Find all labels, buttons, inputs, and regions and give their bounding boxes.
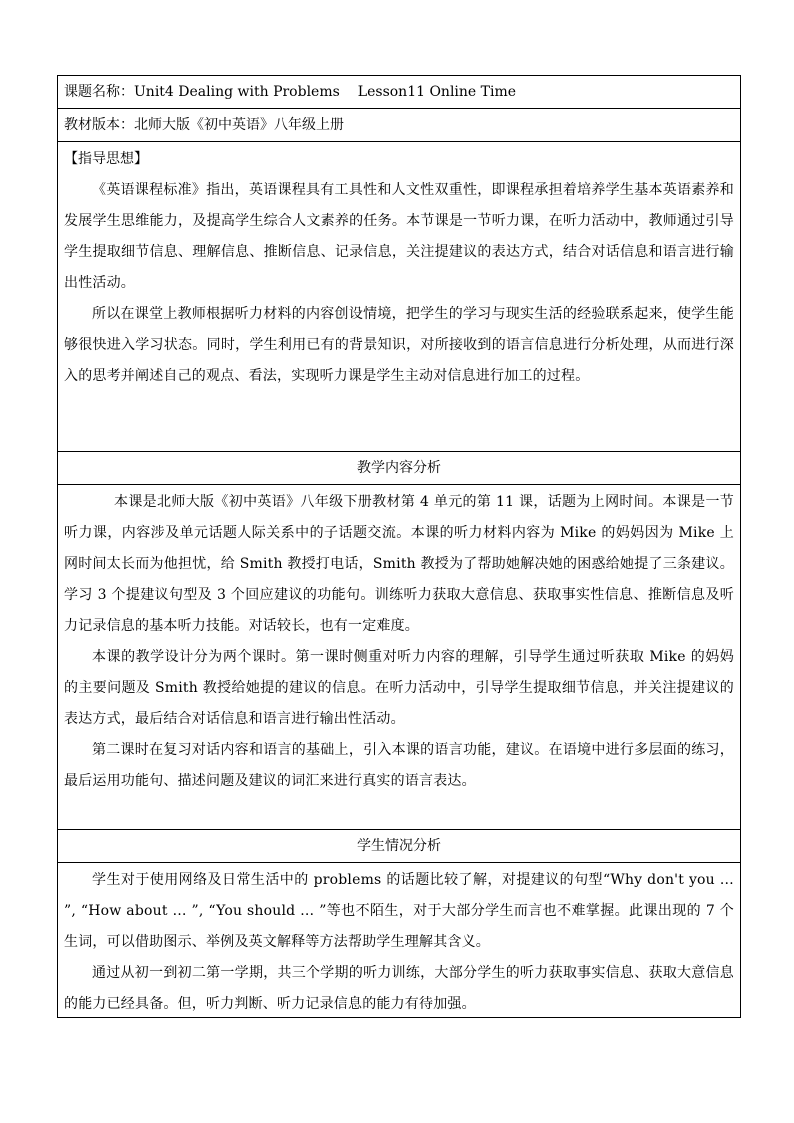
- title-row: [58, 76, 740, 109]
- content-analysis-cell: [58, 485, 740, 830]
- edition-label: 教材版本：: [64, 117, 134, 133]
- student-analysis-heading: 学生情况分析: [58, 830, 740, 863]
- content-analysis-paragraph: 本课是北师大版《初中英语》八年级下册教材第 4 单元的第 11 课，话题为上网时间。本课是一节听力课，内容涉及单元话题人际关系中的子话题交流。本课的听力材料内容为 Mike 的妈妈因为 Mike 上网时间太长而为他担忧，给 Smith 教授打电话，Smith 教授为了帮助她解决她的困惑给她提了三条建议。学习 3 个提建议句型及 3 个回应建议的功能句。训练听力获取大意信息、获取事实性信息、推断信息及听力记录信息的基本听力技能。对话较长，也有一定难度。: [64, 494, 734, 634]
- content-analysis-paragraph: 第二课时在复习对话内容和语言的基础上，引入本课的语言功能，建议。在语境中进行多层面的练习，最后运用功能句、描述问题及建议的词汇来进行真实的语言表达。: [64, 742, 734, 789]
- title-unit: Unit4 Dealing with Problems: [134, 84, 340, 100]
- guiding-thought-cell: [58, 142, 740, 452]
- student-analysis-paragraph: 通过从初一到初二第一学期，共三个学期的听力训练，大部分学生的听力获取事实信息、获取大意信息的能力已经具备。但，听力判断、听力记录信息的能力有待加强。: [64, 965, 734, 1012]
- content-analysis-paragraph: 本课的教学设计分为两个课时。第一课时侧重对听力内容的理解，引导学生通过听获取 Mike 的妈妈的主要问题及 Smith 教授给她提的建议的信息。在听力活动中，引导学生提取细节信息，并关注提建议的表达方式，最后结合对话信息和语言进行输出性活动。: [64, 649, 734, 727]
- guiding-thought-paragraph: 所以在课堂上教师根据听力材料的内容创设情境，把学生的学习与现实生活的经验联系起来，使学生能够很快进入学习状态。同时，学生利用已有的背景知识，对所接收到的语言信息进行分析处理，从而进行深入的思考并阐述自己的观点、看法，实现听力课是学生主动对信息进行加工的过程。: [64, 306, 734, 384]
- guiding-thought-heading: 【指导思想】: [64, 151, 148, 167]
- guiding-thought-paragraph: 《英语课程标准》指出，英语课程具有工具性和人文性双重性，即课程承担着培养学生基本英语素养和发展学生思维能力，及提高学生综合人文素养的任务。本节课是一节听力课，在听力活动中，教师通过引导学生提取细节信息、理解信息、推断信息、记录信息，关注提建议的表达方式，结合对话信息和语言进行输出性活动。: [64, 182, 734, 291]
- student-analysis-cell: [58, 863, 740, 1017]
- student-analysis-paragraph: 学生对于使用网络及日常生活中的 problems 的话题比较了解，对提建议的句型“Why don't you … ”, “How about … ”, “You should … ”等也不陌生，对于大部分学生而言也不难掌握。此课出现的 7 个生词，可以借助图示、举例及英文解释等方法帮助学生理解其含义。: [64, 872, 734, 950]
- title-lesson: Lesson11 Online Time: [357, 84, 517, 100]
- title-label: 课题名称：: [64, 84, 134, 100]
- content-analysis-heading: 教学内容分析: [58, 452, 740, 485]
- edition-value: 北师大版《初中英语》八年级上册: [134, 117, 344, 133]
- lesson-plan-table: [57, 75, 741, 1018]
- edition-row: [58, 109, 740, 142]
